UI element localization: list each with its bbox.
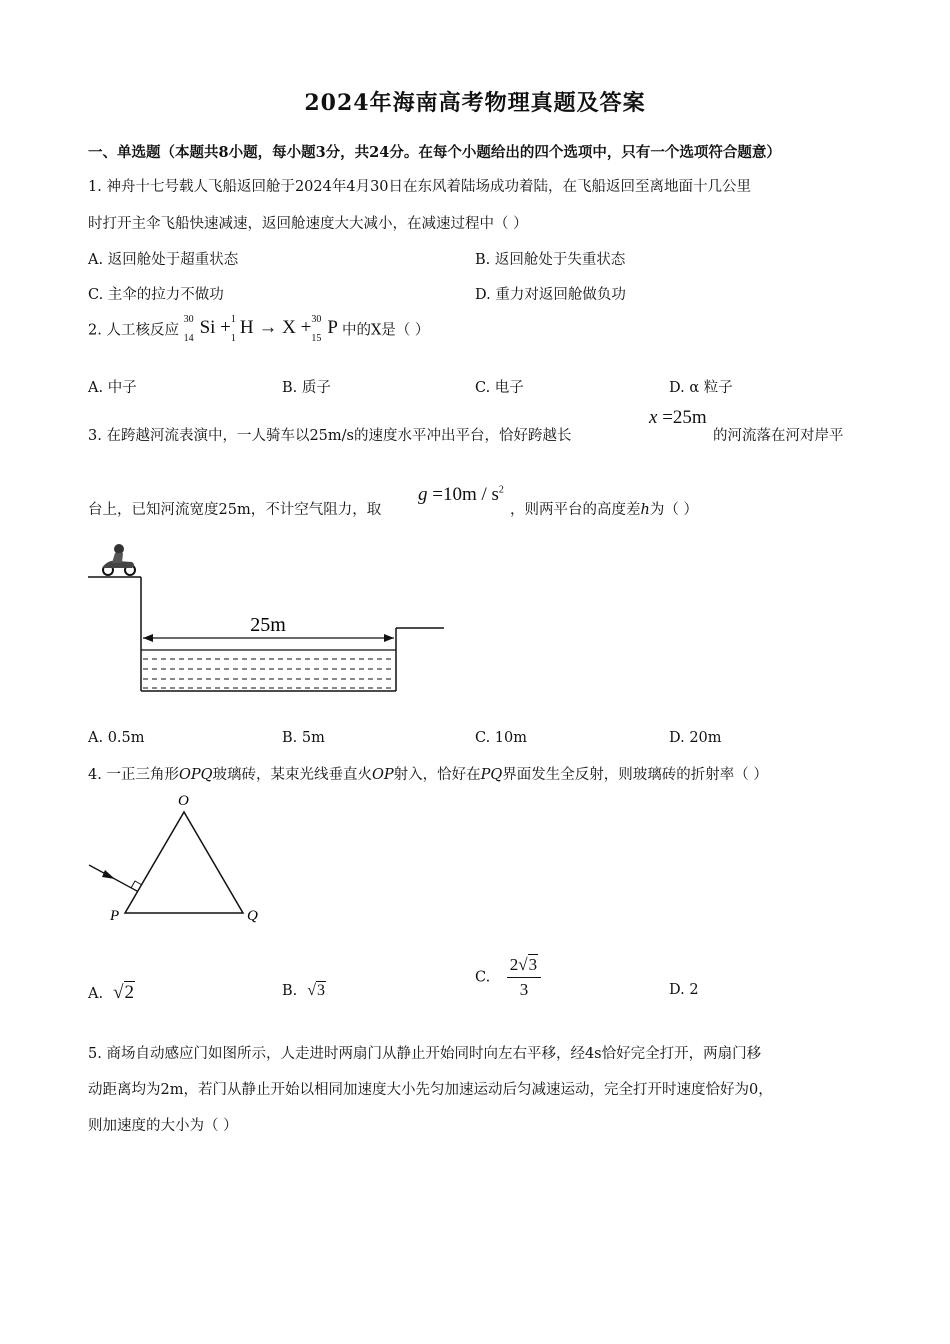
si-mass: 30 xyxy=(183,314,194,325)
motorcycle-icon xyxy=(102,544,135,575)
q4-line1a: 4. 一正三角形 xyxy=(88,767,179,783)
q4-b-value: 3 xyxy=(317,982,326,999)
q3-line2-rest xyxy=(510,498,698,519)
q3-x-expression: x =25m xyxy=(649,407,707,428)
vertex-q-label: Q xyxy=(247,908,258,924)
q5-line2: 动距离均为2m，若门从静止开始以相同加速度大小先匀加速运动后匀减速运动，完全打开时速度恰好为0， xyxy=(88,1082,773,1098)
p-mass: 30 xyxy=(311,314,322,325)
q2-stem xyxy=(88,314,429,344)
q2-prefix: 2. 人工核反应 xyxy=(88,322,179,339)
glass-triangle xyxy=(125,812,243,913)
si-nuclide xyxy=(184,314,200,344)
q4-op: OP xyxy=(371,767,394,783)
q4-line1c: 射入，恰好在 xyxy=(393,767,481,783)
q1-option-a: A. 返回舱处于超重状态 xyxy=(88,252,239,268)
vertex-p-label: P xyxy=(110,908,120,924)
q2-suffix: 中的X是（ ） xyxy=(341,322,430,339)
q3-g-exponent: 2 xyxy=(498,484,504,496)
q3-option-b: B. 5m xyxy=(282,730,325,746)
q4-line1b: 玻璃砖，某束光线垂直火 xyxy=(212,767,372,783)
triangle-figure xyxy=(85,790,275,930)
q3-line2a: 台上，已知河流宽度25m，不计空气阻力，取 xyxy=(88,502,382,518)
q4-b-label: B. xyxy=(282,983,298,999)
plus-1: + xyxy=(220,317,231,339)
h-nuclide xyxy=(231,314,240,344)
q4-c-fraction: $\frac{2√3}{3}$ xyxy=(507,955,541,1000)
q4-c-num-root: 3 xyxy=(528,955,538,974)
q4-c-num-coef: 2 xyxy=(509,955,519,974)
si-symbol: Si xyxy=(199,317,216,339)
section-heading: 一、单选题（本题共8小题，每小题3分，共24分。在每个小题给出的四个选项中，只有一个选项符合题意） xyxy=(88,144,781,161)
q3-line1b: 的河流落在河对岸平 xyxy=(713,428,844,444)
q4-c-label: C. xyxy=(475,969,491,986)
p-nuclide xyxy=(311,314,327,344)
h-mass: 1 xyxy=(230,314,236,325)
q3-line2b: ，则两平台的高度差 xyxy=(510,502,641,518)
q3-h-var: h xyxy=(640,502,650,518)
vertex-o-label: O xyxy=(178,793,189,809)
q5-line3: 则加速度的大小为（ ） xyxy=(88,1118,238,1134)
q3-option-a: A. 0.5m xyxy=(88,730,145,746)
q4-a-value: 2 xyxy=(124,982,135,1003)
q4-stem xyxy=(88,763,768,784)
p-z: 15 xyxy=(311,333,322,344)
q4-option-b: B. √3 xyxy=(282,982,326,999)
q1-option-d: D. 重力对返回舱做负功 xyxy=(475,287,626,303)
q5-line1: 5. 商场自动感应门如图所示，人走进时两扇门从静止开始同时向左右平移，经4s恰好完全打开，两扇门移 xyxy=(88,1046,762,1062)
reaction-arrow: → xyxy=(258,317,278,339)
q4-opq: OPQ xyxy=(178,767,213,783)
q2-equation xyxy=(183,314,342,344)
plus-2: + xyxy=(300,317,312,339)
q3-line1a: 3. 在跨越河流表演中，一人骑车以25m/s的速度水平冲出平台，恰好跨越长 xyxy=(88,428,572,444)
q3-g-expression: $g =10m / s^2$ xyxy=(418,484,504,505)
h-z: 1 xyxy=(230,333,236,344)
q1-option-c: C. 主伞的拉力不做功 xyxy=(88,287,224,303)
light-ray-arrow xyxy=(89,865,137,891)
h-symbol: H xyxy=(239,317,254,339)
q3-line2c: 为（ ） xyxy=(649,502,698,518)
river-width-label: 25m xyxy=(250,614,286,636)
q4-a-label: A. xyxy=(88,986,104,1002)
q2-option-a: A. 中子 xyxy=(88,380,137,396)
q4-pq: PQ xyxy=(480,767,503,783)
x-symbol: X xyxy=(282,317,296,339)
q1-stem-line1: 1. 神舟十七号载人飞船返回舱于2024年4月30日在东风着陆场成功着陆，在飞船返回至离地面十几公里 xyxy=(88,179,752,195)
q3-option-c: C. 10m xyxy=(475,730,527,746)
river-figure xyxy=(88,535,448,695)
q1-stem-line2: 时打开主伞飞船快速减速，返回舱速度大大减小，在减速过程中（ ） xyxy=(88,216,528,232)
q2-option-c: C. 电子 xyxy=(475,380,524,396)
q4-option-a: A. √2 xyxy=(88,982,135,1003)
q2-option-b: B. 质子 xyxy=(282,380,331,396)
q4-c-den: 3 xyxy=(519,980,529,999)
q4-option-d: D. 2 xyxy=(669,982,699,998)
si-z: 14 xyxy=(183,333,194,344)
page-title: 2024年海南高考物理真题及答案 xyxy=(304,90,646,116)
q4-line1d: 界面发生全反射，则玻璃砖的折射率（ ） xyxy=(502,767,768,783)
q2-option-d: D. α 粒子 xyxy=(669,380,733,396)
p-symbol: P xyxy=(327,317,338,339)
q3-option-d: D. 20m xyxy=(669,730,722,746)
q1-option-b: B. 返回舱处于失重状态 xyxy=(475,252,626,268)
q4-option-c xyxy=(475,955,541,1000)
